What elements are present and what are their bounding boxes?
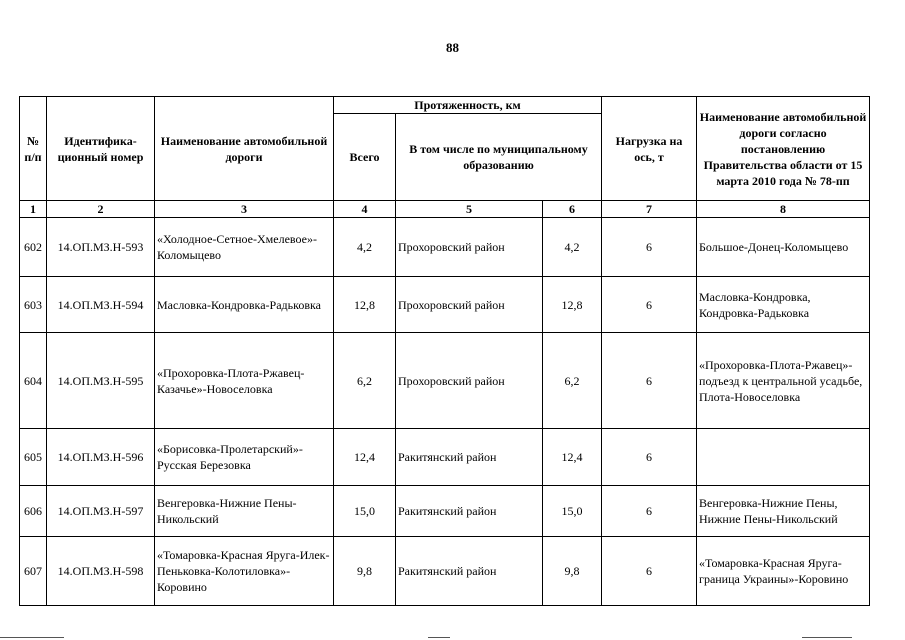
row-decree-name: Венгеровка-Нижние Пены, Нижние Пены-Никольский (697, 486, 870, 537)
table-row (20, 429, 870, 486)
row-district-km: 12,4 (543, 429, 602, 486)
table-row (20, 277, 870, 333)
header-total: Всего (334, 114, 396, 201)
row-id: 14.ОП.МЗ.Н-596 (47, 429, 155, 486)
row-district: Ракитянский район (396, 429, 543, 486)
row-axle-load: 6 (602, 333, 697, 429)
row-id: 14.ОП.МЗ.Н-595 (47, 333, 155, 429)
column-number: 7 (602, 201, 697, 218)
row-road-name: «Томаровка-Красная Яруга-Илек-Пеньковка-Колотиловка»-Коровино (155, 537, 334, 606)
row-road-name: «Прохоровка-Плота-Ржавец-Казачье»-Новоселовка (155, 333, 334, 429)
row-road-name: Венгеровка-Нижние Пены-Никольский (155, 486, 334, 537)
row-total-km: 15,0 (334, 486, 396, 537)
scan-edge-line (0, 637, 64, 638)
row-district-km: 9,8 (543, 537, 602, 606)
row-num: 603 (20, 277, 47, 333)
row-district-km: 6,2 (543, 333, 602, 429)
header-decree-name: Наименование автомобильной дороги согласно постановлению Правительства области от 15 марта 2010 года № 78-пп (697, 97, 870, 201)
row-decree-name: Большое-Донец-Коломыцево (697, 218, 870, 277)
table-row (20, 486, 870, 537)
row-axle-load: 6 (602, 218, 697, 277)
header-road-name: Наименование автомобильной дороги (155, 97, 334, 201)
column-number: 3 (155, 201, 334, 218)
row-road-name: «Холодное-Сетное-Хмелевое»-Коломыцево (155, 218, 334, 277)
row-total-km: 4,2 (334, 218, 396, 277)
row-total-km: 12,4 (334, 429, 396, 486)
table-row (20, 537, 870, 606)
row-decree-name (697, 429, 870, 486)
row-decree-name: «Прохоровка-Плота-Ржавец»-подъезд к центральной усадьбе, Плота-Новоселовка (697, 333, 870, 429)
page-number: 88 (446, 40, 459, 55)
row-district-km: 4,2 (543, 218, 602, 277)
row-id: 14.ОП.МЗ.Н-593 (47, 218, 155, 277)
header-axle-load: Нагрузка на ось, т (602, 97, 697, 201)
row-axle-load: 6 (602, 429, 697, 486)
row-district: Ракитянский район (396, 486, 543, 537)
row-road-name: «Борисовка-Пролетарский»-Русская Березовка (155, 429, 334, 486)
row-district: Прохоровский район (396, 277, 543, 333)
column-number: 2 (47, 201, 155, 218)
column-number: 4 (334, 201, 396, 218)
scan-edge-line (428, 637, 450, 638)
column-number: 1 (20, 201, 47, 218)
row-id: 14.ОП.МЗ.Н-597 (47, 486, 155, 537)
row-decree-name: «Томаровка-Красная Яруга-граница Украины»-Коровино (697, 537, 870, 606)
roads-table (19, 96, 870, 606)
column-number: 8 (697, 201, 870, 218)
row-district-km: 15,0 (543, 486, 602, 537)
column-number: 6 (543, 201, 602, 218)
row-district: Прохоровский район (396, 333, 543, 429)
header-id: Идентифика-ционный номер (47, 97, 155, 201)
row-axle-load: 6 (602, 537, 697, 606)
row-total-km: 12,8 (334, 277, 396, 333)
row-district: Ракитянский район (396, 537, 543, 606)
row-id: 14.ОП.МЗ.Н-594 (47, 277, 155, 333)
row-axle-load: 6 (602, 277, 697, 333)
table-row (20, 218, 870, 277)
row-num: 605 (20, 429, 47, 486)
row-decree-name: Масловка-Кондровка, Кондровка-Радьковка (697, 277, 870, 333)
scan-edge-line (802, 637, 852, 638)
row-id: 14.ОП.МЗ.Н-598 (47, 537, 155, 606)
row-district: Прохоровский район (396, 218, 543, 277)
column-number: 5 (396, 201, 543, 218)
row-num: 604 (20, 333, 47, 429)
header-num: № п/п (20, 97, 47, 201)
row-total-km: 6,2 (334, 333, 396, 429)
row-num: 606 (20, 486, 47, 537)
row-axle-load: 6 (602, 486, 697, 537)
row-total-km: 9,8 (334, 537, 396, 606)
row-district-km: 12,8 (543, 277, 602, 333)
table-row (20, 333, 870, 429)
header-municipal: В том числе по муниципальному образованию (396, 114, 602, 201)
row-road-name: Масловка-Кондровка-Радьковка (155, 277, 334, 333)
header-length: Протяженность, км (334, 97, 602, 114)
row-num: 607 (20, 537, 47, 606)
row-num: 602 (20, 218, 47, 277)
